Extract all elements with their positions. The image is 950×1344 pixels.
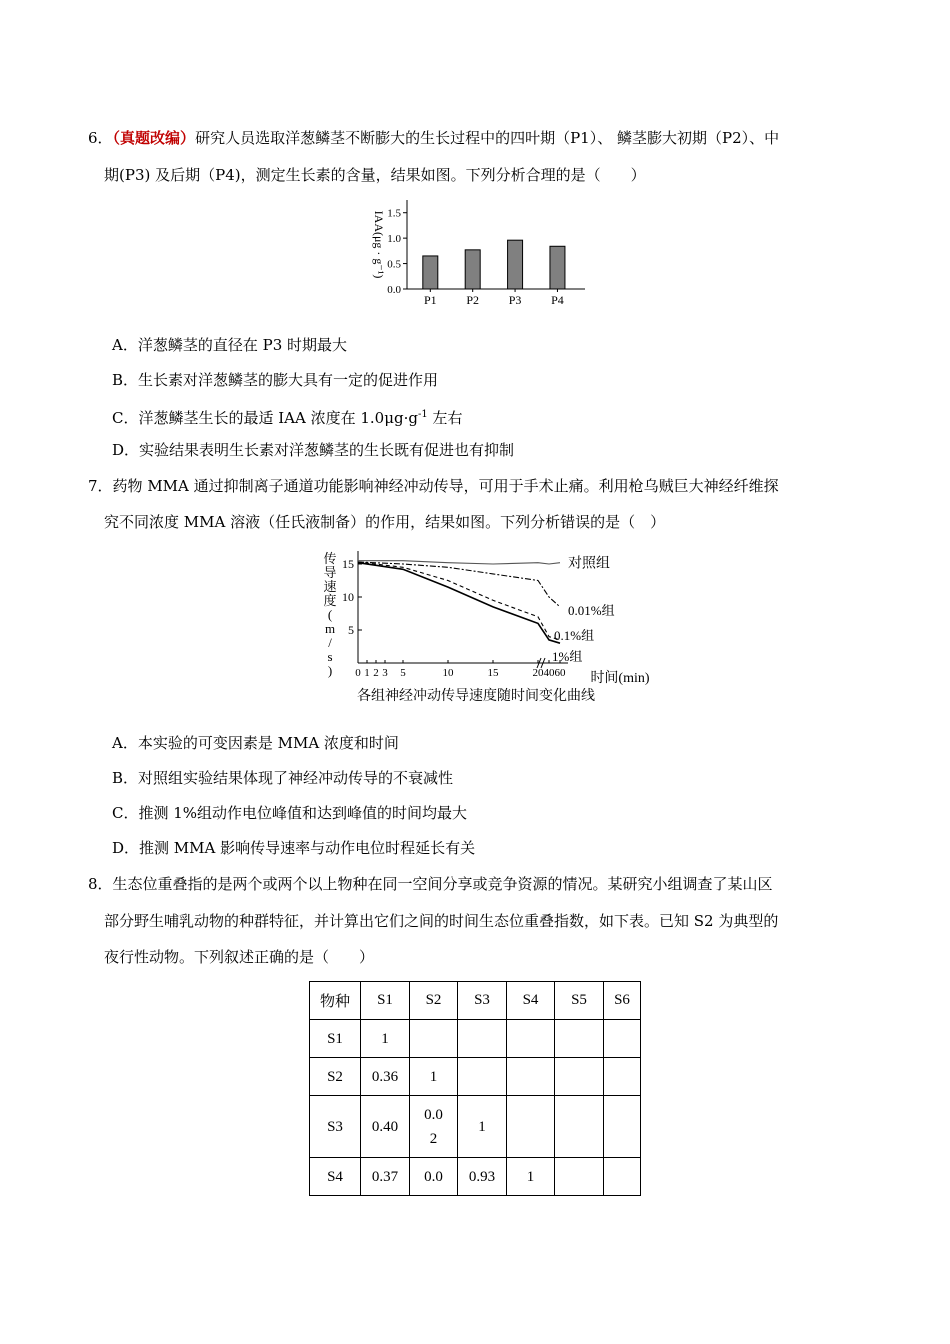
table-header-cell: 物种 [310, 982, 361, 1020]
series-label-1: 对照组 [568, 556, 610, 572]
table-cell [604, 1020, 641, 1058]
table-header-cell: S1 [361, 982, 410, 1020]
table-cell: 0.37 [361, 1158, 410, 1196]
table-cell: 1 [410, 1058, 458, 1096]
table-cell: 0.0 2 [410, 1096, 458, 1158]
x-tick-label: P4 [551, 293, 564, 307]
q8-number: 8． [88, 875, 113, 893]
chart-caption: 各组神经冲动传导速度随时间变化曲线 [357, 689, 595, 704]
y-tick-label: 1.0 [387, 233, 401, 246]
table-cell: S4 [310, 1158, 361, 1196]
q6-number: 6． [88, 129, 113, 147]
y-tick-label: 10 [342, 590, 354, 604]
series-label-3: 0.1%组 [554, 627, 595, 643]
q7-option-a: A．本实验的可变因素是 MMA 浓度和时间 [112, 734, 399, 752]
x-tick-label: P1 [423, 293, 437, 307]
q6-option-b: B．生长素对洋葱鳞茎的膨大具有一定的促进作用 [112, 371, 439, 389]
series-line-4 [358, 563, 560, 644]
q6-line1 [88, 127, 779, 149]
table-header-cell: S3 [458, 982, 507, 1020]
table-cell: S2 [310, 1058, 361, 1096]
q6-line2: 期(P3) 及后期（P4)，测定生长素的含量，结果如图。下列分析合理的是（ ） [104, 166, 646, 184]
table-row [310, 1020, 641, 1058]
table-header-cell: S2 [410, 982, 458, 1020]
x-tick-label: 0 [355, 667, 361, 679]
q6-option-c: C．洋葱鳞茎生长的最适 IAA 浓度在 $1.0\mu g\cdot g^{-1}$ 左右 [112, 409, 463, 427]
bar-p4 [550, 246, 565, 289]
table-cell [555, 1020, 604, 1058]
bar-p1 [423, 256, 438, 289]
x-tick-label: 2 [373, 667, 379, 679]
q7-number: 7． [88, 477, 113, 495]
x-tick-label: 1 [364, 667, 370, 679]
q8-line2: 部分野生哺乳动物的种群特征，并计算出它们之间的时间生态位重叠指数，如下表。已知 S2 为典型的 [104, 912, 779, 930]
table-cell [555, 1058, 604, 1096]
x-tick-label: 40 [543, 667, 555, 679]
table-row [310, 1096, 641, 1158]
table-cell: S1 [310, 1020, 361, 1058]
x-tick-label: 15 [487, 667, 499, 679]
q7-stem-1: 药物 MMA 通过抑制离子通道功能影响神经冲动传导，可用于手术止痛。利用枪乌贼巨大神经纤维探 [112, 477, 779, 495]
q6-iaa-bar-chart [355, 198, 590, 310]
q7-option-d: D．推测 MMA 影响传导速率与动作电位时程延长有关 [112, 839, 476, 857]
table-cell [458, 1020, 507, 1058]
bar-p2 [465, 250, 480, 289]
table-cell: 1 [458, 1096, 507, 1158]
niche-overlap-table [309, 981, 641, 1196]
q7-conduction-line-chart [318, 545, 650, 710]
table-cell [410, 1020, 458, 1058]
q6-stem-1: 研究人员选取洋葱鳞茎不断膨大的生长过程中的四叶期（P1）、 鳞茎膨大初期（P2）、中 [195, 129, 780, 147]
table-header-cell: S6 [604, 982, 641, 1020]
table-cell: 0.93 [458, 1158, 507, 1196]
table-cell: S3 [310, 1096, 361, 1158]
table-cell [458, 1058, 507, 1096]
y-tick-label: 0.5 [387, 258, 401, 271]
x-axis-label: 时间(min) [590, 671, 650, 686]
table-header-cell: S5 [555, 982, 604, 1020]
table-cell [604, 1058, 641, 1096]
table-cell [507, 1020, 555, 1058]
y-tick-label: 15 [342, 557, 354, 571]
x-tick-label: 5 [400, 667, 406, 679]
table-cell [555, 1158, 604, 1196]
x-tick-label: 3 [382, 667, 388, 679]
q7-line2: 究不同浓度 MMA 溶液（任氏液制备）的作用，结果如图。下列分析错误的是（ ） [104, 513, 666, 531]
x-tick-label: 20 [532, 667, 544, 679]
x-tick-label: P3 [508, 293, 522, 307]
table-row [310, 1158, 641, 1196]
y-tick-label: 0.0 [387, 284, 401, 296]
series-line-1 [358, 561, 560, 564]
q7-option-b: B．对照组实验结果体现了神经冲动传导的不衰减性 [112, 769, 454, 787]
exponent-superscript: -1 [417, 409, 428, 420]
series-label-4: 1%组 [552, 649, 583, 665]
series-line-3 [358, 562, 560, 640]
table-cell [555, 1096, 604, 1158]
q6-source-tag: （真题改编） [112, 129, 196, 147]
x-tick-label: 10 [442, 667, 454, 679]
table-cell: 0.0 [410, 1158, 458, 1196]
table-cell [604, 1158, 641, 1196]
table-cell: 0.40 [361, 1096, 410, 1158]
q8-stem-1: 生态位重叠指的是两个或两个以上物种在同一空间分享或竞争资源的情况。某研究小组调查了某山区 [112, 875, 773, 893]
y-tick-label: 5 [348, 623, 354, 637]
table-row [310, 1058, 641, 1096]
table-cell: 1 [361, 1020, 410, 1058]
x-tick-label: 60 [554, 667, 566, 679]
table-cell [604, 1096, 641, 1158]
q8-line1 [88, 873, 773, 895]
q8-line3: 夜行性动物。下列叙述正确的是（ ） [104, 948, 375, 966]
bar-p3 [508, 240, 523, 289]
q7-line1 [88, 475, 779, 497]
y-axis-label: IAA(μg · g⁻¹) [372, 210, 386, 279]
table-header-cell: S4 [507, 982, 555, 1020]
q7-option-c: C．推测 1%组动作电位峰值和达到峰值的时间均最大 [112, 804, 468, 822]
table-cell [507, 1058, 555, 1096]
q6-option-a: A．洋葱鳞茎的直径在 P3 时期最大 [112, 336, 348, 354]
series-line-2 [358, 562, 560, 607]
table-cell [507, 1096, 555, 1158]
table-cell: 0.36 [361, 1058, 410, 1096]
y-tick-label: 1.5 [387, 207, 401, 220]
x-tick-label: P2 [466, 293, 480, 307]
table-cell: 1 [507, 1158, 555, 1196]
q6-option-d: D．实验结果表明生长素对洋葱鳞茎的生长既有促进也有抑制 [112, 441, 515, 459]
y-axis-label: 传导速度( m / s ) [323, 551, 337, 678]
series-label-2: 0.01%组 [568, 602, 615, 618]
